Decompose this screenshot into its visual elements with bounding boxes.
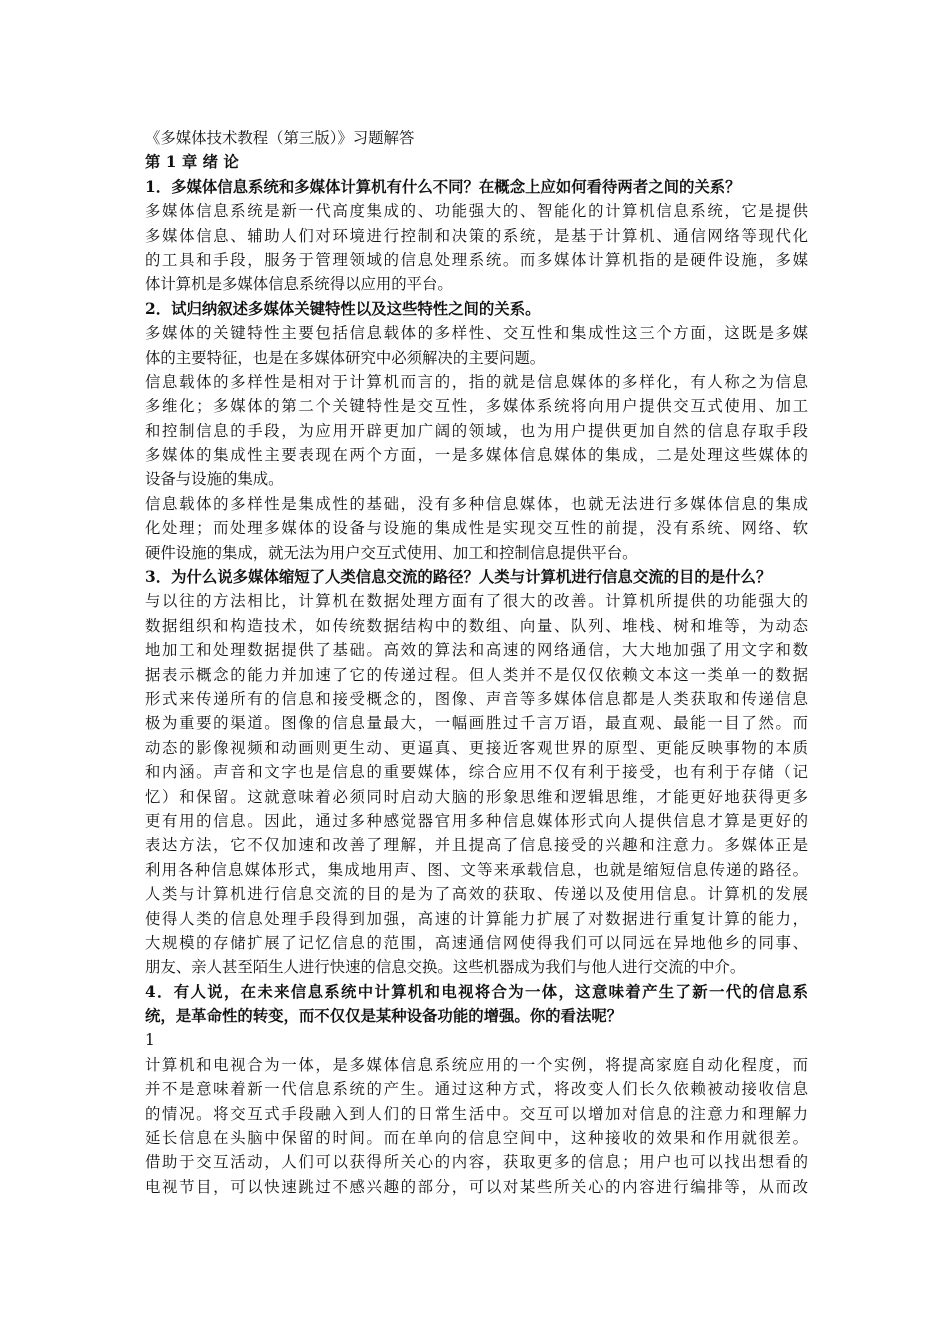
text-line: 计算机和电视合为一体，是多媒体信息系统应用的一个实例，将提高家庭自动化程度，而 [145,1055,808,1074]
text-line: 延长信息在头脑中保留的时间。而在单向的信息空间中，这种接收的效果和作用就很差。 [145,1129,808,1148]
text-line: 信息载体的多样性是相对于计算机而言的，指的就是信息媒体的多样化，有人称之为信息 [145,372,808,391]
text-line: 《多媒体技术教程（第三版）》习题解答 [145,129,415,147]
text-line: 极为重要的渠道。图像的信息量最大，一幅画胜过千言万语，最直观、最能一目了然。而 [145,714,808,733]
text-line: 大规模的存储扩展了记忆信息的范围，高速通信网使得我们可以同远在异地他乡的同事、 [145,933,808,952]
text-line: 设备与设施的集成。 [145,470,284,489]
text-line: 并不是意味着新一代信息系统的产生。通过这种方式，将改变人们长久依赖被动接收信息 [145,1080,808,1099]
text-line: 1 [145,1031,155,1050]
heading-line: 4．有人说，在未来信息系统中计算机和电视将合为一体，这意味着产生了新一代的信息系 [145,982,808,1001]
text-line: 的情况。将交互式手段融入到人们的日常生活中。交互可以增加对信息的注意力和理解力 [145,1104,808,1123]
text-line: 硬件设施的集成，就无法为用户交互式使用、加工和控制信息提供平台。 [145,543,638,562]
text-line: 形式来传递所有的信息和接受概念的，图像、声音等多媒体信息都是人类获取和传递信息 [145,689,808,708]
text-line: 借助于交互活动，人们可以获得所关心的内容，获取更多的信息；用户也可以找出想看的 [145,1153,808,1172]
text-line: 多媒体的集成性主要表现在两个方面，一是多媒体信息媒体的集成，二是处理这些媒体的 [145,446,808,465]
text-line: 体计算机是多媒体信息系统得以应用的平台。 [145,275,453,294]
text-line: 表达方法，它不仅加速和改善了理解，并且提高了信息接受的兴趣和注意力。多媒体正是 [145,836,808,855]
text-line: 据表示概念的能力并加速了它的传递过程。但人类并不是仅仅依赖文本这一类单一的数据 [145,665,808,684]
text-line: 人类与计算机进行信息交流的目的是为了高效的获取、传递以及使用信息。计算机的发展 [145,885,808,904]
text-line: 体的主要特征，也是在多媒体研究中必须解决的主要问题。 [145,348,546,367]
text-line: 多媒体的关键特性主要包括信息载体的多样性、交互性和集成性这三个方面，这既是多媒 [145,324,808,343]
text-line: 和内涵。声音和文字也是信息的重要媒体，综合应用不仅有利于接受，也有利于存储（记 [145,763,808,782]
text-line: 多维化；多媒体的第二个关键特性是交互性，多媒体系统将向用户提供交互式使用、加工 [145,397,808,416]
heading-line: 统，是革命性的转变，而不仅仅是某种设备功能的增强。你的看法呢？ [145,1007,623,1026]
text-line: 更有用的信息。因此，通过多种感觉器官用多种信息媒体形式向人提供信息才算是更好的 [145,811,808,830]
text-line: 地加工和处理数据提供了基础。高效的算法和高速的网络通信，大大地加强了用文字和数 [145,641,808,660]
text-line: 多媒体信息系统是新一代高度集成的、功能强大的、智能化的计算机信息系统，它是提供 [145,202,808,221]
text-line: 朋友、亲人甚至陌生人进行快速的信息交换。这些机器成为我们与他人进行交流的中介。 [145,958,746,977]
text-line: 忆）和保留。这就意味着必须同时启动大脑的形象思维和逻辑思维，才能更好地获得更多 [145,787,808,806]
text-line: 信息载体的多样性是集成性的基础，没有多种信息媒体，也就无法进行多媒体信息的集成 [145,494,808,513]
text-line: 和控制信息的手段，为应用开辟更加广阔的领域，也为用户提供更加自然的信息存取手段 [145,421,808,440]
heading-line: 3．为什么说多媒体缩短了人类信息交流的路径？人类与计算机进行信息交流的目的是什么？ [145,568,772,587]
text-line: 使得人类的信息处理手段得到加强，高速的计算能力扩展了对数据进行重复计算的能力， [145,909,808,928]
text-line: 数据组织和构造技术，如传统数据结构中的数组、向量、队列、堆栈、树和堆等，为动态 [145,616,808,635]
document-page [145,126,808,1199]
heading-line: 第 1 章 绪 论 [145,153,239,172]
text-line: 动态的影像视频和动画则更生动、更逼真、更接近客观世界的原型、更能反映事物的本质 [145,738,808,757]
text-line: 利用各种信息媒体形式，集成地用声、图、文等来承载信息，也就是缩短信息传递的路径。 [145,860,808,879]
heading-line: 1．多媒体信息系统和多媒体计算机有什么不同？在概念上应如何看待两者之间的关系？ [145,177,741,196]
heading-line: 2．试归纳叙述多媒体关键特性以及这些特性之间的关系。 [145,299,541,318]
text-line: 化处理；而处理多媒体的设备与设施的集成性是实现交互性的前提，没有系统、网络、软 [145,519,808,538]
text-line: 电视节目，可以快速跳过不感兴趣的部分，可以对某些所关心的内容进行编排等，从而改 [145,1177,808,1196]
text-line: 多媒体信息、辅助人们对环境进行控制和决策的系统，是基于计算机、通信网络等现代化 [145,226,808,245]
text-line: 与以往的方法相比，计算机在数据处理方面有了很大的改善。计算机所提供的功能强大的 [145,592,808,611]
text-line: 的工具和手段，服务于管理领域的信息处理系统。而多媒体计算机指的是硬件设施，多媒 [145,250,808,269]
